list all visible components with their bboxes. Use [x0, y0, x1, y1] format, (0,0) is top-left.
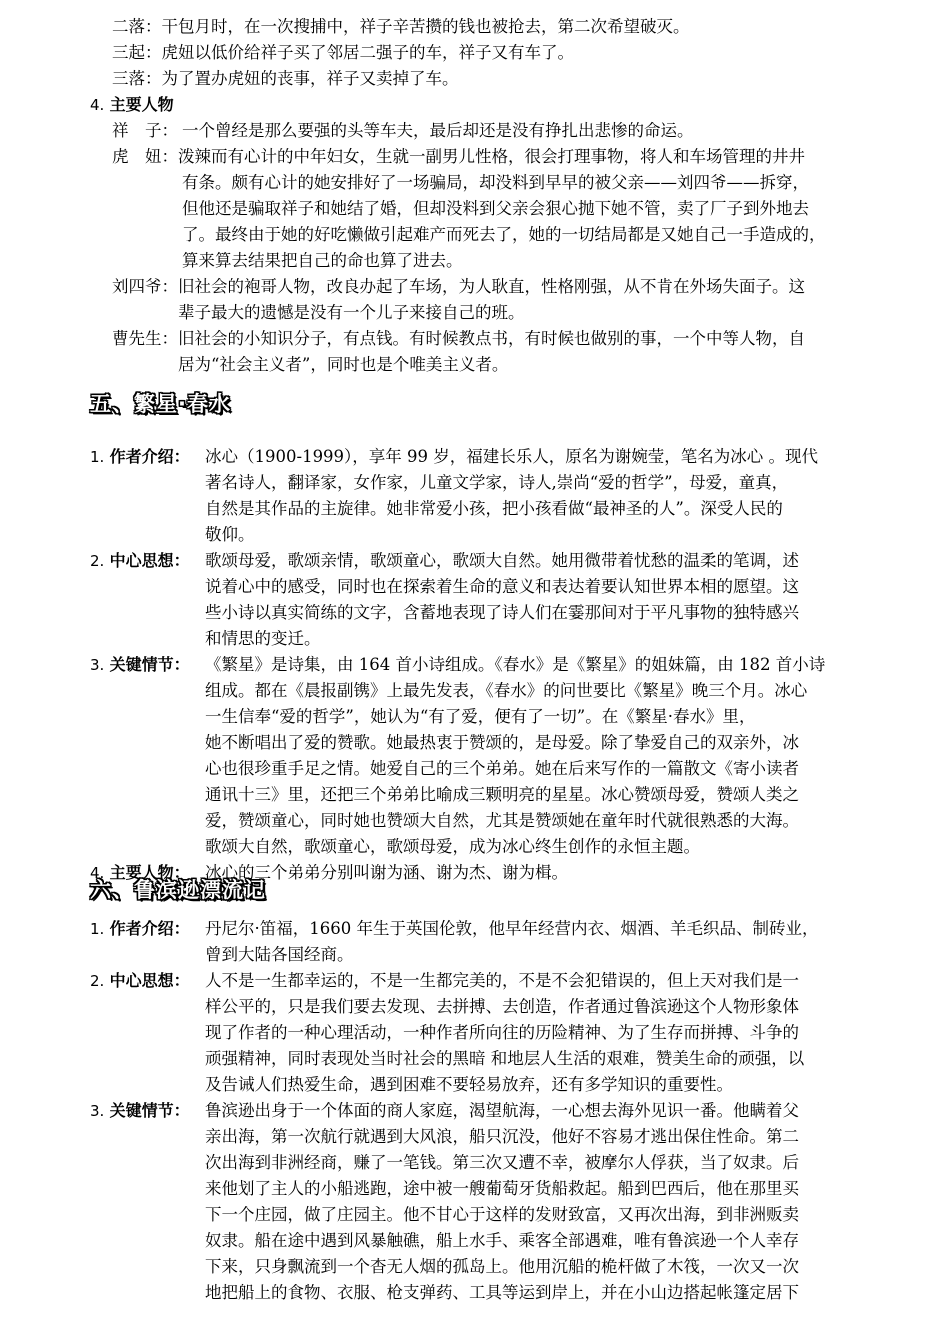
s6-author-line: 丹尼尔·笛福，1660 年生于英国伦敦，他早年经营内衣、烟酒、羊毛织品、制砖业， — [205, 919, 819, 938]
plot-line-3fall: 三落：为了置办虎妞的丧事，祥子又卖掉了车。 — [112, 69, 459, 88]
s5-plot-line: 爱，赞颂童心，同时她也赞颂大自然，尤其是赞颂她在童年时代就很熟悉的大海。 — [205, 811, 799, 830]
s6-plot-line: 次出海到非洲经商，赚了一笔钱。第三次又遭不幸，被摩尔人俘获，当了奴隶。后 — [205, 1153, 799, 1172]
char-desc-line: 旧社会的小知识分子，有点钱。有时候教点书，有时候也做别的事，一个中等人物，自 — [178, 329, 805, 348]
s6-theme-line: 人不是一生都幸运的，不是一生都完美的，不是不会犯错误的，但上天对我们是一 — [205, 971, 799, 990]
item-number: 2. — [90, 972, 105, 990]
char-desc-line: 一个曾经是那么要强的头等车夫，最后却还是没有挣扎出悲惨的命运。 — [182, 121, 694, 140]
section-heading-robinson-crusoe: 六、鲁滨逊漂流记 — [90, 878, 266, 902]
s5-theme-line: 歌颂母爱，歌颂亲情，歌颂童心，歌颂大自然。她用微带着忧愁的温柔的笔调，述 — [205, 551, 799, 570]
item-label: 中心思想： — [109, 971, 190, 990]
s6-item-plot — [90, 1098, 190, 1124]
s5-item-author — [90, 444, 190, 470]
char-name-xiangzi: 祥 子： — [112, 121, 178, 140]
s6-plot-line: 下一个庄园，做了庄园主。他不甘心于这样的发财致富，又再次出海，到非洲贩卖 — [205, 1205, 799, 1224]
char-desc-line: 但他还是骗取祥子和她结了婚，但却没料到父亲会狠心抛下她不管，卖了厂子到外地去 — [182, 199, 809, 218]
s6-plot-line: 亲出海，第一次航行就遇到大风浪，船只沉没，他好不容易才逃出保住性命。第二 — [205, 1127, 799, 1146]
s5-author-line: 著名诗人，翻译家，女作家，儿童文学家，诗人,崇尚“爱的哲学”，母爱，童真， — [205, 473, 789, 492]
s6-plot-line: 奴隶。船在途中遇到风暴触礁，船上水手、乘客全部遇难，唯有鲁滨逊一个人幸存 — [205, 1231, 799, 1250]
s6-plot-line: 下来，只身飘流到一个杳无人烟的孤岛上。他用沉船的桅杆做了木筏，一次又一次 — [205, 1257, 799, 1276]
s5-theme-line: 和情思的变迁。 — [205, 629, 321, 648]
s5-plot-line: 她不断唱出了爱的赞歌。她最热衷于赞颂的，是母爱。除了挚爱自己的双亲外，冰 — [205, 733, 799, 752]
s5-theme-line: 说着心中的感受，同时也在探索着生命的意义和表达着要认知世界本相的愿望。这 — [205, 577, 799, 596]
s5-author-line: 敬仰。 — [205, 525, 255, 544]
char-desc-line: 泼辣而有心计的中年妇女，生就一副男儿性格，很会打理事物，将人和车场管理的井井 — [178, 147, 805, 166]
s6-theme-line: 样公平的，只是我们要去发现、去拼搏、去创造，作者通过鲁滨逊这个人物形象体 — [205, 997, 799, 1016]
s5-theme-line: 些小诗以真实简练的文字，含蓄地表现了诗人们在霎那间对于平凡事物的独特感兴 — [205, 603, 799, 622]
item-label: 主要人物 — [109, 95, 174, 114]
s5-plot-line: 组成。都在《晨报副镌》上最先发表，《春水》的问世要比《繁星》晚三个月。冰心 — [205, 681, 808, 700]
char-desc-line: 了。最终由于她的好吃懒做引起难产而死去了，她的一切结局都是又她自己一手造成的， — [182, 225, 826, 244]
item-number: 1. — [90, 920, 105, 938]
s5-author-line: 冰心（1900-1999），享年 99 岁，福建长乐人，原名为谢婉莹，笔名为冰心 。现代 — [205, 447, 819, 466]
item-label: 中心思想： — [109, 551, 190, 570]
section-heading-fanxing-chunshui: 五、繁星·春水 — [90, 392, 231, 416]
s6-plot-line: 来他划了主人的小船逃跑，途中被一艘葡萄牙货船救起。船到巴西后，他在那里买 — [205, 1179, 799, 1198]
s6-item-author — [90, 916, 190, 942]
s5-characters-line: 冰心的三个弟弟分别叫谢为涵、谢为杰、谢为楫。 — [205, 863, 568, 882]
s6-plot-line: 地把船上的食物、衣服、枪支弹药、工具等运到岸上，并在小山边搭起帐篷定居下 — [205, 1283, 799, 1302]
s6-plot-line: 鲁滨逊出身于一个体面的商人家庭，渴望航海，一心想去海外见识一番。他瞒着父 — [205, 1101, 799, 1120]
s5-plot-line: 心也很珍重手足之情。她爱自己的三个弟弟。她在后来写作的一篇散文《寄小读者 — [205, 759, 799, 778]
item-number: 2. — [90, 552, 105, 570]
s6-theme-line: 顽强精神，同时表现处当时社会的黑暗 和地层人生活的艰难，赞美生命的顽强，以 — [205, 1049, 805, 1068]
s5-author-line: 自然是其作品的主旋律。她非常爱小孩，把小孩看做“最神圣的人”。深受人民的 — [205, 499, 783, 518]
char-desc-line: 旧社会的袍哥人物，改良办起了车场，为人耿直，性格刚强，从不肯在外场失面子。这 — [178, 277, 805, 296]
s5-plot-line: 通讯十三》里，还把三个弟弟比喻成三颗明亮的星星。冰心赞颂母爱，赞颂人类之 — [205, 785, 799, 804]
char-desc-line: 居为“社会主义者”，同时也是个唯美主义者。 — [178, 355, 509, 374]
s6-author-line: 曾到大陆各国经商。 — [205, 945, 354, 964]
item-number: 4. — [90, 96, 105, 114]
s5-item-plot — [90, 652, 190, 678]
item-number: 3. — [90, 656, 105, 674]
item-number: 4. — [90, 864, 105, 882]
item-label: 作者介绍： — [109, 447, 190, 466]
char-desc-line: 算来算去结果把自己的命也算了进去。 — [182, 251, 463, 270]
item-main-characters — [90, 92, 174, 118]
s5-plot-line: 《繁星》是诗集，由 164 首小诗组成。《春水》是《繁星》的姐妹篇，由 182 首小诗 — [205, 655, 826, 674]
s6-theme-line: 现了作者的一种心理活动，一种作者所向往的历险精神、为了生存而拼搏、斗争的 — [205, 1023, 799, 1042]
char-name-liusiye: 刘四爷： — [112, 277, 178, 296]
item-label: 作者介绍： — [109, 919, 190, 938]
item-number: 3. — [90, 1102, 105, 1120]
item-label: 关键情节： — [109, 1101, 190, 1120]
s6-theme-line: 及告诫人们热爱生命，遇到困难不要轻易放弃，还有多学知识的重要性。 — [205, 1075, 733, 1094]
char-desc-line: 辈子最大的遗憾是没有一个儿子来接自己的班。 — [178, 303, 525, 322]
s6-item-theme — [90, 968, 190, 994]
s5-item-theme — [90, 548, 190, 574]
s5-plot-line: 歌颂大自然，歌颂童心，歌颂母爱，成为冰心终生创作的永恒主题。 — [205, 837, 700, 856]
item-number: 1. — [90, 448, 105, 466]
plot-line-2fall: 二落：干包月时，在一次搜捕中，祥子辛苦攒的钱也被抢去，第二次希望破灭。 — [112, 17, 690, 36]
item-label: 关键情节： — [109, 655, 190, 674]
char-name-caoxiansheng: 曹先生： — [112, 329, 178, 348]
plot-line-3rise: 三起：虎妞以低价给祥子买了邻居二强子的车，祥子又有车了。 — [112, 43, 574, 62]
s5-plot-line: 一生信奉“爱的哲学”，她认为“有了爱，便有了一切”。在《繁星·春水》里， — [205, 707, 756, 726]
item-label: 主要人物： — [109, 863, 190, 882]
char-desc-line: 有条。颇有心计的她安排好了一场骗局，却没料到早早的被父亲——刘四爷——拆穿， — [182, 173, 809, 192]
char-name-huniu: 虎 妞： — [112, 147, 178, 166]
